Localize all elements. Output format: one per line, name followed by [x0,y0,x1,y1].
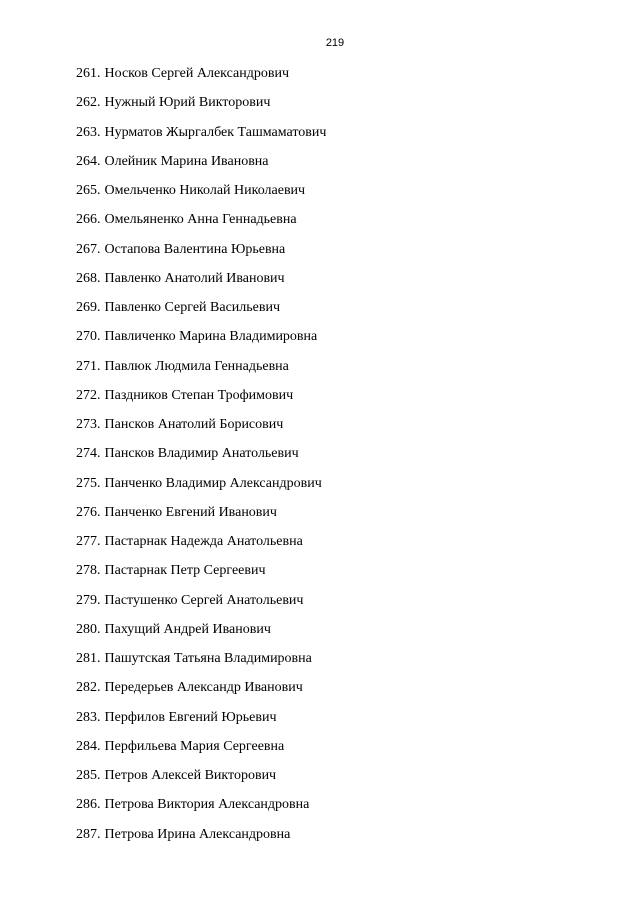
list-item-name: Пастарнак Петр Сергеевич [104,563,266,579]
list-item-name: Нужный Юрий Викторович [104,95,271,111]
list-item-name: Нурматов Жыргалбек Ташмаматович [104,124,327,140]
list-item-name: Панченко Владимир Александрович [104,475,322,491]
list-item-number: 272. [76,387,101,403]
list-item-name: Павленко Сергей Васильевич [104,300,281,315]
list-item-number: 280. [76,621,101,637]
list-item-number: 273. [76,417,101,432]
list-item-number: 276. [76,504,101,520]
list-item [76,444,326,473]
list-item [76,298,326,327]
list-item-name: Пастарнак Надежда Анатольевна [104,534,303,549]
list-item-number: 261. [76,66,101,81]
list-item-name: Пахущий Андрей Иванович [104,621,271,637]
list-item-name: Передерьев Александр Иванович [104,680,303,696]
list-item-name: Пансков Анатолий Борисович [104,417,284,432]
list-item [76,415,326,444]
list-item [76,825,326,854]
list-item [76,591,326,620]
list-item-number: 270. [76,329,101,345]
list-item [76,210,326,239]
list-item [76,561,326,590]
list-item [76,737,326,766]
list-item-name: Олейник Марина Ивановна [104,153,269,169]
list-item-number: 283. [76,709,101,725]
list-item-number: 277. [76,534,101,549]
list-item-number: 269. [76,300,101,315]
list-item-name: Павличенко Марина Владимировна [104,329,318,345]
list-item-number: 287. [76,826,101,842]
list-item [76,795,326,824]
list-item-name: Панченко Евгений Иванович [104,504,277,520]
list-item-number: 268. [76,270,101,286]
list-item-number: 282. [76,680,101,696]
list-item-name: Омельяненко Анна Геннадьевна [104,212,297,228]
list-item [76,532,326,561]
list-item-name: Пастушенко Сергей Анатольевич [104,592,304,608]
list-item-name: Перфильева Мария Сергеевна [104,738,285,754]
list-item-number: 286. [76,797,101,813]
list-item-name: Пашутская Татьяна Владимировна [104,651,312,666]
list-item [76,93,326,122]
list-item-name: Петрова Ирина Александровна [104,826,291,842]
page-number: 219 [325,37,345,49]
list-item-number: 284. [76,738,101,754]
list-item-number: 265. [76,183,101,198]
list-item-number: 264. [76,153,101,169]
list-item-number: 266. [76,212,101,228]
list-item-name: Пансков Владимир Анатольевич [104,446,299,462]
list-item-name: Омельченко Николай Николаевич [104,183,306,198]
list-item [76,649,326,678]
list-item-name: Перфилов Евгений Юрьевич [104,709,277,725]
list-item [76,620,326,649]
list-item [76,240,326,269]
list-item-name: Остапова Валентина Юрьевна [104,241,286,257]
list-item [76,678,326,707]
list-item [76,269,326,298]
list-item [76,503,326,532]
list-item-number: 274. [76,446,101,462]
list-item [76,327,326,356]
name-list [76,64,326,854]
list-item-number: 263. [76,124,101,140]
list-item-name: Петрова Виктория Александровна [104,797,310,813]
list-item-name: Паздников Степан Трофимович [104,387,294,403]
list-item [76,386,326,415]
list-item [76,357,326,386]
list-item [76,708,326,737]
list-item-number: 267. [76,241,101,257]
list-item [76,766,326,795]
list-item [76,474,326,503]
list-item-name: Павленко Анатолий Иванович [104,270,285,286]
list-item-number: 285. [76,768,101,783]
list-item [76,181,326,210]
list-item-name: Петров Алексей Викторович [104,768,277,783]
list-item-number: 279. [76,592,101,608]
list-item [76,64,326,93]
list-item-number: 262. [76,95,101,111]
list-item [76,123,326,152]
list-item-number: 278. [76,563,101,579]
list-item-number: 281. [76,651,101,666]
list-item-name: Носков Сергей Александрович [104,66,289,81]
list-item-name: Павлюк Людмила Геннадьевна [104,358,289,374]
list-item-number: 271. [76,358,101,374]
list-item-number: 275. [76,475,101,491]
list-item [76,152,326,181]
